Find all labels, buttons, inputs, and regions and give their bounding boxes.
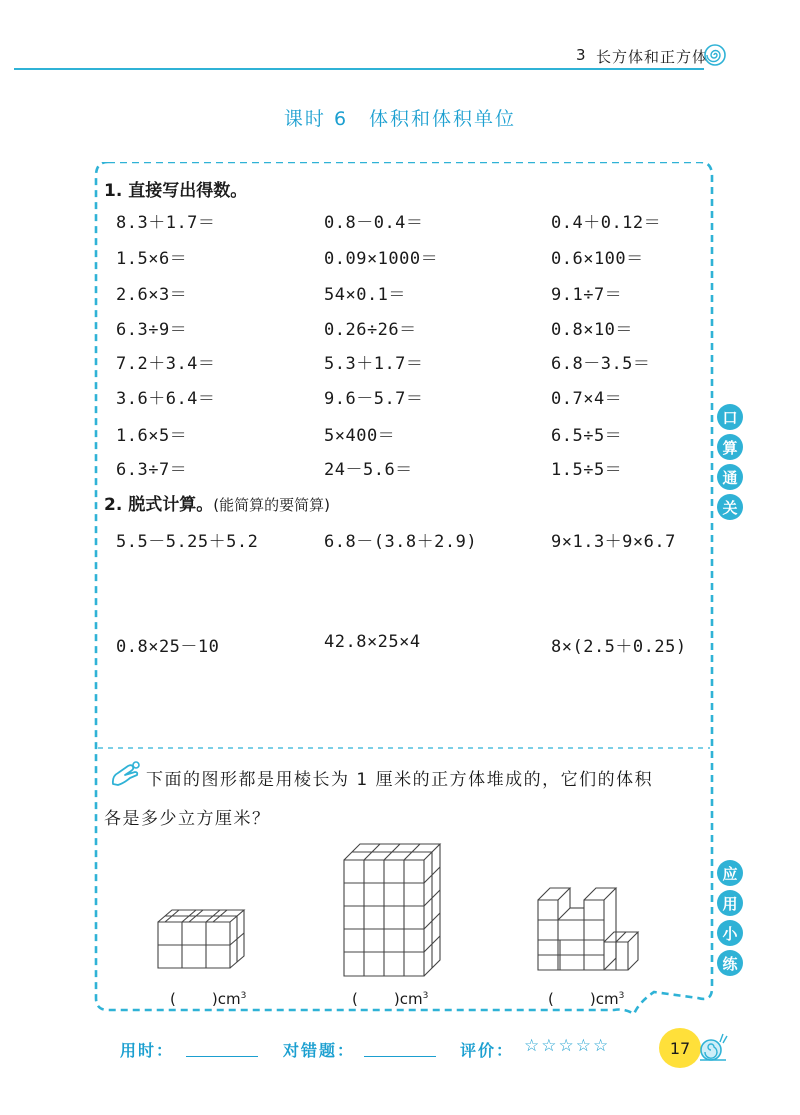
oral-problem: 1.6×5＝: [116, 426, 188, 446]
oral-problem: 5×400＝: [324, 426, 396, 446]
cube-stack-figure-2: [338, 838, 448, 980]
answer-blank-2[interactable]: ( )$cm^3$: [352, 990, 429, 1008]
oral-problem: 5.3＋1.7＝: [324, 354, 424, 374]
page-number: 17: [669, 1038, 691, 1058]
stepwise-problem: 9×1.3＋9×6.7: [551, 532, 676, 552]
chapter-number: 3: [576, 46, 586, 64]
pointing-hand-icon: [110, 760, 142, 788]
side-tab-char: 关: [717, 494, 743, 520]
oral-problem: 0.7×4＝: [551, 389, 623, 409]
oral-problem: 54×0.1＝: [324, 285, 406, 305]
side-tab-char: 用: [717, 890, 743, 916]
chapter-title: 长方体和正方体: [596, 48, 709, 66]
side-tab-char: 算: [717, 434, 743, 460]
oral-problem: 0.09×1000＝: [324, 249, 439, 269]
snail-icon: [696, 1030, 730, 1064]
oral-problem: 1.5×6＝: [116, 249, 188, 269]
page-number-badge: [659, 1028, 701, 1068]
oral-problem: 0.4＋0.12＝: [551, 213, 662, 233]
oral-problem: 0.26÷26＝: [324, 320, 417, 340]
oral-problem: 6.8－3.5＝: [551, 354, 651, 374]
oral-problem: 3.6＋6.4＝: [116, 389, 216, 409]
side-tab-char: 练: [717, 950, 743, 976]
application-question-line1: 下面的图形都是用棱长为 1 厘米的正方体堆成的，它们的体积: [146, 770, 654, 790]
oral-problem: 1.5÷5＝: [551, 460, 623, 480]
oral-problem: 6.3÷9＝: [116, 320, 188, 340]
stepwise-problem: 6.8－(3.8＋2.9): [324, 532, 478, 552]
time-used-label: 用时：: [120, 1041, 175, 1060]
rating-stars[interactable]: ☆☆☆☆☆: [524, 1036, 611, 1056]
stepwise-problem: 5.5－5.25＋5.2: [116, 532, 259, 552]
answer-blank-3[interactable]: ( )$cm^3$: [548, 990, 625, 1008]
spiral-icon: [704, 44, 726, 66]
correct-count-field[interactable]: [364, 1056, 436, 1057]
side-tab-char: 通: [717, 464, 743, 490]
side-tab-char: 小: [717, 920, 743, 946]
oral-problem: 24－5.6＝: [324, 460, 413, 480]
oral-problem: 6.3÷7＝: [116, 460, 188, 480]
answer-blank-1[interactable]: ( )$cm^3$: [170, 990, 247, 1008]
section2-note: (能简算的要简算): [213, 496, 330, 514]
oral-problem: 6.5÷5＝: [551, 426, 623, 446]
oral-problem: 9.1÷7＝: [551, 285, 623, 305]
section2-title: 2. 脱式计算。: [104, 495, 214, 515]
oral-problem: 0.8－0.4＝: [324, 213, 424, 233]
correct-count-label: 对错题：: [283, 1041, 356, 1060]
rating-label: 评价：: [460, 1041, 515, 1060]
time-used-field[interactable]: [186, 1056, 258, 1057]
side-tab-char: 应: [717, 860, 743, 886]
oral-problem: 0.8×10＝: [551, 320, 633, 340]
oral-problem: 2.6×3＝: [116, 285, 188, 305]
stepwise-problem: 0.8×25－10: [116, 637, 220, 657]
section2-heading: [104, 490, 330, 515]
application-question-line2: 各是多少立方厘米？: [104, 809, 271, 829]
cube-stack-figure-1: [150, 900, 250, 972]
section1-heading: 1. 直接写出得数。: [104, 181, 248, 201]
cube-stack-figure-3: [530, 880, 650, 974]
stepwise-problem: 42.8×25×4: [324, 632, 421, 652]
oral-problem: 9.6－5.7＝: [324, 389, 424, 409]
oral-problem: 0.6×100＝: [551, 249, 644, 269]
header-rule: [14, 68, 704, 70]
lesson-title: 课时 6 体积和体积单位: [283, 108, 517, 130]
oral-problem: 8.3＋1.7＝: [116, 213, 216, 233]
oral-problem: 7.2＋3.4＝: [116, 354, 216, 374]
side-tab-char: 口: [717, 404, 743, 430]
stepwise-problem: 8×(2.5＋0.25): [551, 637, 687, 657]
